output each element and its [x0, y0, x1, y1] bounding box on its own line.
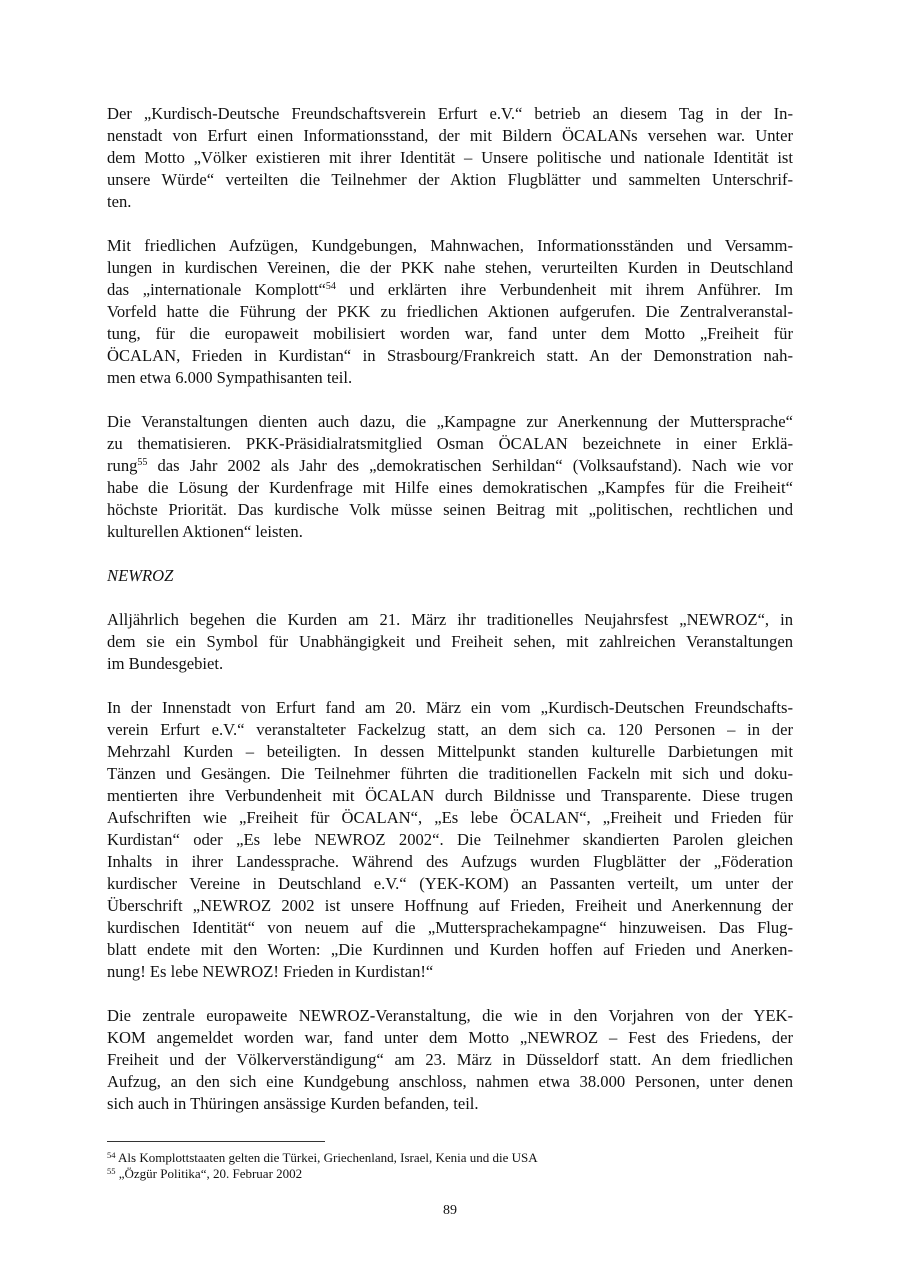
text-line: Aufzug, an den sich eine Kundgebung anschloss, nahmen etwa 38.000 Personen, unter denen [107, 1072, 793, 1091]
text-line: Freiheit und der Völkerverständigung“ am 23. März in Düsseldorf statt. An dem friedlichen [107, 1050, 793, 1069]
text-line: mentierten ihre Verbundenheit mit ÖCALAN durch Bildnisse und Transparente. Diese trugen [107, 786, 793, 805]
footnote-number: 54 [107, 1150, 116, 1160]
text-line: nung! Es lebe NEWROZ! Frieden in Kurdistan!“ [107, 962, 434, 981]
page-number: 89 [443, 1203, 457, 1218]
text-line: Alljährlich begehen die Kurden am 21. März ihr traditionelles Neujahrsfest „NEWROZ“, in [107, 610, 793, 629]
text-line: Überschrift „NEWROZ 2002 ist unsere Hoffnung auf Frieden, Freiheit und Anerkennung der [107, 896, 793, 915]
text-line: blatt endete mit den Worten: „Die Kurdinnen und Kurden hoffen auf Frieden und Anerken- [107, 940, 793, 959]
text-line: Der „Kurdisch-Deutsche Freundschaftsverein Erfurt e.V.“ betrieb an diesem Tag in der In- [107, 104, 793, 123]
paragraph-3 [107, 411, 793, 543]
text-line: im Bundesgebiet. [107, 654, 224, 673]
text-line: tung, für die europaweit mobilisiert worden war, fand unter dem Motto „Freiheit für [107, 324, 793, 343]
text-line: Aufschriften wie „Freiheit für ÖCALAN“, „Es lebe ÖCALAN“, „Freiheit und Frieden für [107, 808, 793, 827]
paragraph-4 [107, 609, 793, 675]
text-segment: das „internationale Komplott“ [107, 280, 326, 299]
text-line: ten. [107, 192, 132, 211]
footnote-ref-55: 55 [137, 457, 148, 468]
text-line: dem sie ein Symbol für Unabhängigkeit und Freiheit sehen, mit zahlreichen Veranstaltungen [107, 632, 793, 651]
text-line: zu thematisieren. PKK-Präsidialratsmitglied Osman ÖCALAN bezeichnete in einer Erklä- [107, 434, 793, 453]
footnotes [107, 1141, 793, 1182]
text-line: Die zentrale europaweite NEWROZ-Veranstaltung, die wie in den Vorjahren von der YEK- [107, 1006, 793, 1025]
paragraph-1 [107, 103, 793, 213]
text-line: KOM angemeldet worden war, fand unter dem Motto „NEWROZ – Fest des Friedens, der [107, 1028, 793, 1047]
text-line: ÖCALAN, Frieden in Kurdistan“ in Strasbourg/Frankreich statt. An der Demonstration nah- [107, 346, 793, 365]
text-line: dem Motto „Völker existieren mit ihrer Identität – Unsere politische und nationale Identität ist [107, 148, 793, 167]
text-line: kurdischer Vereine in Deutschland e.V.“ (YEK-KOM) an Passanten verteilt, um unter der [107, 874, 793, 893]
text-segment: rung [107, 456, 138, 475]
text-line: In der Innenstadt von Erfurt fand am 20. März ein vom „Kurdisch-Deutschen Freundschafts- [107, 698, 793, 717]
footnote-55 [107, 1166, 793, 1182]
text-line: sich auch in Thüringen ansässige Kurden befanden, teil. [107, 1094, 479, 1113]
footnote-number: 55 [107, 1166, 116, 1176]
text-line: lungen in kurdischen Vereinen, die der PKK nahe stehen, verurteilten Kurden in Deutschland [107, 258, 793, 277]
text-line: Die Veranstaltungen dienten auch dazu, die „Kampagne zur Anerkennung der Muttersprache“ [107, 412, 793, 431]
text-line: höchste Priorität. Das kurdische Volk müsse seinen Beitrag mit „politischen, rechtlichen und [107, 500, 793, 519]
paragraph-5 [107, 697, 793, 983]
footnote-text: Als Komplottstaaten gelten die Türkei, Griechenland, Israel, Kenia und die USA [118, 1150, 538, 1165]
footnote-text: „Özgür Politika“, 20. Februar 2002 [118, 1166, 303, 1181]
section-heading: NEWROZ [107, 566, 174, 585]
text-line: Vorfeld hatte die Führung der PKK zu friedlichen Aktionen aufgerufen. Die Zentralveranstal- [107, 302, 793, 321]
text-line: nenstadt von Erfurt einen Informationsstand, der mit Bildern ÖCALANs versehen war. Unter [107, 126, 793, 145]
text-line: Inhalts in ihrer Landessprache. Während des Aufzugs wurden Flugblätter der „Föderation [107, 852, 793, 871]
text-line: Mehrzahl Kurden – beteiligten. In dessen Mittelpunkt standen kulturelle Darbietungen mit [107, 742, 793, 761]
text-line: kulturellen Aktionen“ leisten. [107, 522, 303, 541]
text-line-with-footnote [107, 455, 793, 477]
text-line-with-footnote [107, 279, 793, 301]
text-line: Kurdistan“ oder „Es lebe NEWROZ 2002“. Die Teilnehmer skandierten Parolen gleichen [107, 830, 793, 849]
footnote-ref-54: 54 [325, 281, 336, 292]
text-segment: das Jahr 2002 als Jahr des „demokratischen Serhildan“ (Volksaufstand). Nach wie vor [147, 456, 793, 475]
paragraph-2 [107, 235, 793, 389]
paragraph-6 [107, 1005, 793, 1115]
text-line: Mit friedlichen Aufzügen, Kundgebungen, Mahnwachen, Informationsständen und Versamm- [107, 236, 793, 255]
text-line: Tänzen und Gesängen. Die Teilnehmer führten die traditionellen Fackeln mit sich und doku- [107, 764, 793, 783]
text-line: habe die Lösung der Kurdenfrage mit Hilfe eines demokratischen „Kampfes für die Freiheit“ [107, 478, 793, 497]
text-segment: und erklärten ihre Verbundenheit mit ihrem Anführer. Im [335, 280, 793, 299]
text-line: verein Erfurt e.V.“ veranstalteter Fackelzug statt, an dem sich ca. 120 Personen – in der [107, 720, 793, 739]
footnote-54 [107, 1150, 793, 1166]
text-line: kurdischen Identität“ von neuem auf die „Muttersprachekampagne“ hinzuweisen. Das Flug- [107, 918, 793, 937]
text-line: men etwa 6.000 Sympathisanten teil. [107, 368, 353, 387]
footnote-divider [107, 1141, 325, 1142]
text-line: unsere Würde“ verteilten die Teilnehmer der Aktion Flugblätter und sammelten Unterschrif- [107, 170, 793, 189]
